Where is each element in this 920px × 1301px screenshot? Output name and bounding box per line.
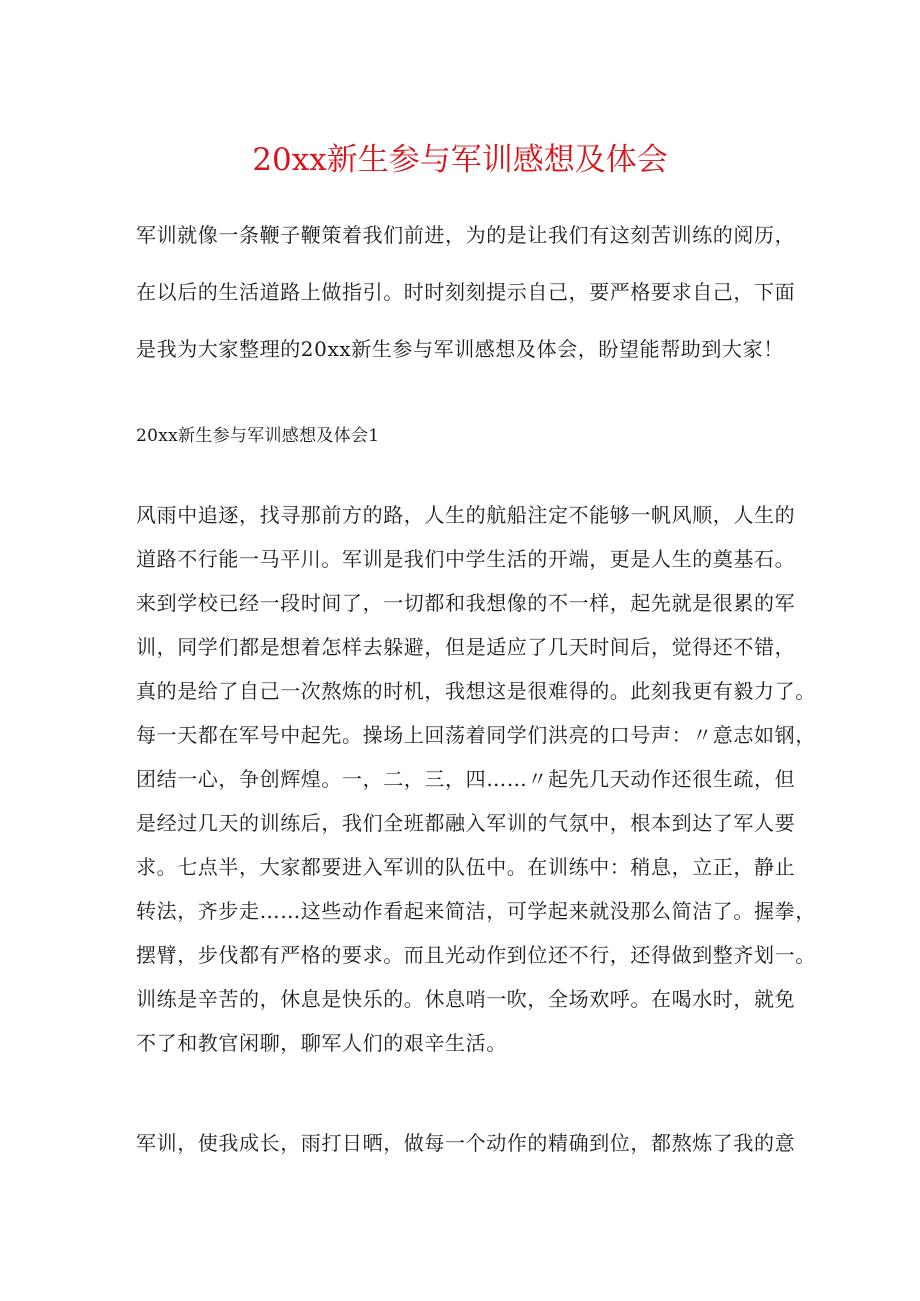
body-line: 不了和教官闲聊，聊军人们的艰辛生活。 <box>136 1031 507 1055</box>
body-line: 每一天都在军号中起先。操场上回荡着同学们洪亮的口号声：〃意志如钢， <box>136 723 816 747</box>
body-line: 真的是给了自己一次熬炼的时机，我想这是很难得的。此刻我更有毅力了。 <box>136 679 816 703</box>
intro-line: 军训就像一条鞭子鞭策着我们前进，为的是让我们有这刻苦训练的阅历， <box>136 223 796 247</box>
body-line: 训，同学们都是想着怎样去躲避，但是适应了几天时间后，觉得还不错， <box>136 635 796 659</box>
intro-line: 是我为大家整理的20xx新生参与军训感想及体会，盼望能帮助到大家！ <box>136 337 784 361</box>
intro-line: 在以后的生活道路上做指引。时时刻刻提示自己，要严格要求自己，下面 <box>136 280 796 304</box>
intro-paragraph <box>136 207 795 378</box>
document-title: 20xx新生参与军训感想及体会 <box>252 142 668 178</box>
body-line: 转法，齐步走……这些动作看起来简洁，可学起来就没那么简洁了。握拳， <box>136 899 816 923</box>
body-line: 团结一心，争创辉煌。一，二，三，四……〃起先几天动作还很生疏，但 <box>136 767 796 791</box>
body-line: 是经过几天的训练后，我们全班都融入军训的气氛中，根本到达了军人要 <box>136 811 796 835</box>
body-line: 来到学校已经一段时间了，一切都和我想像的不一样，起先就是很累的军 <box>136 591 796 615</box>
body-line: 求。七点半，大家都要进入军训的队伍中。在训练中：稍息，立正，静止 <box>136 855 796 879</box>
section-heading: 20xx新生参与军训感想及体会1 <box>136 426 380 446</box>
body-line: 风雨中追逐，找寻那前方的路，人生的航船注定不能够一帆风顺，人生的 <box>136 503 796 527</box>
body-paragraph-1 <box>136 493 816 1065</box>
body-line: 训练是辛苦的，休息是快乐的。休息哨一吹，全场欢呼。在喝水时，就免 <box>136 987 796 1011</box>
body-line: 军训，使我成长，雨打日晒，做每一个动作的精确到位，都熬炼了我的意 <box>136 1131 796 1155</box>
body-paragraph-2 <box>136 1121 795 1165</box>
body-line: 摆臂，步伐都有严格的要求。而且光动作到位还不行，还得做到整齐划一。 <box>136 943 816 967</box>
body-line: 道路不行能一马平川。军训是我们中学生活的开端，更是人生的奠基石。 <box>136 547 796 571</box>
